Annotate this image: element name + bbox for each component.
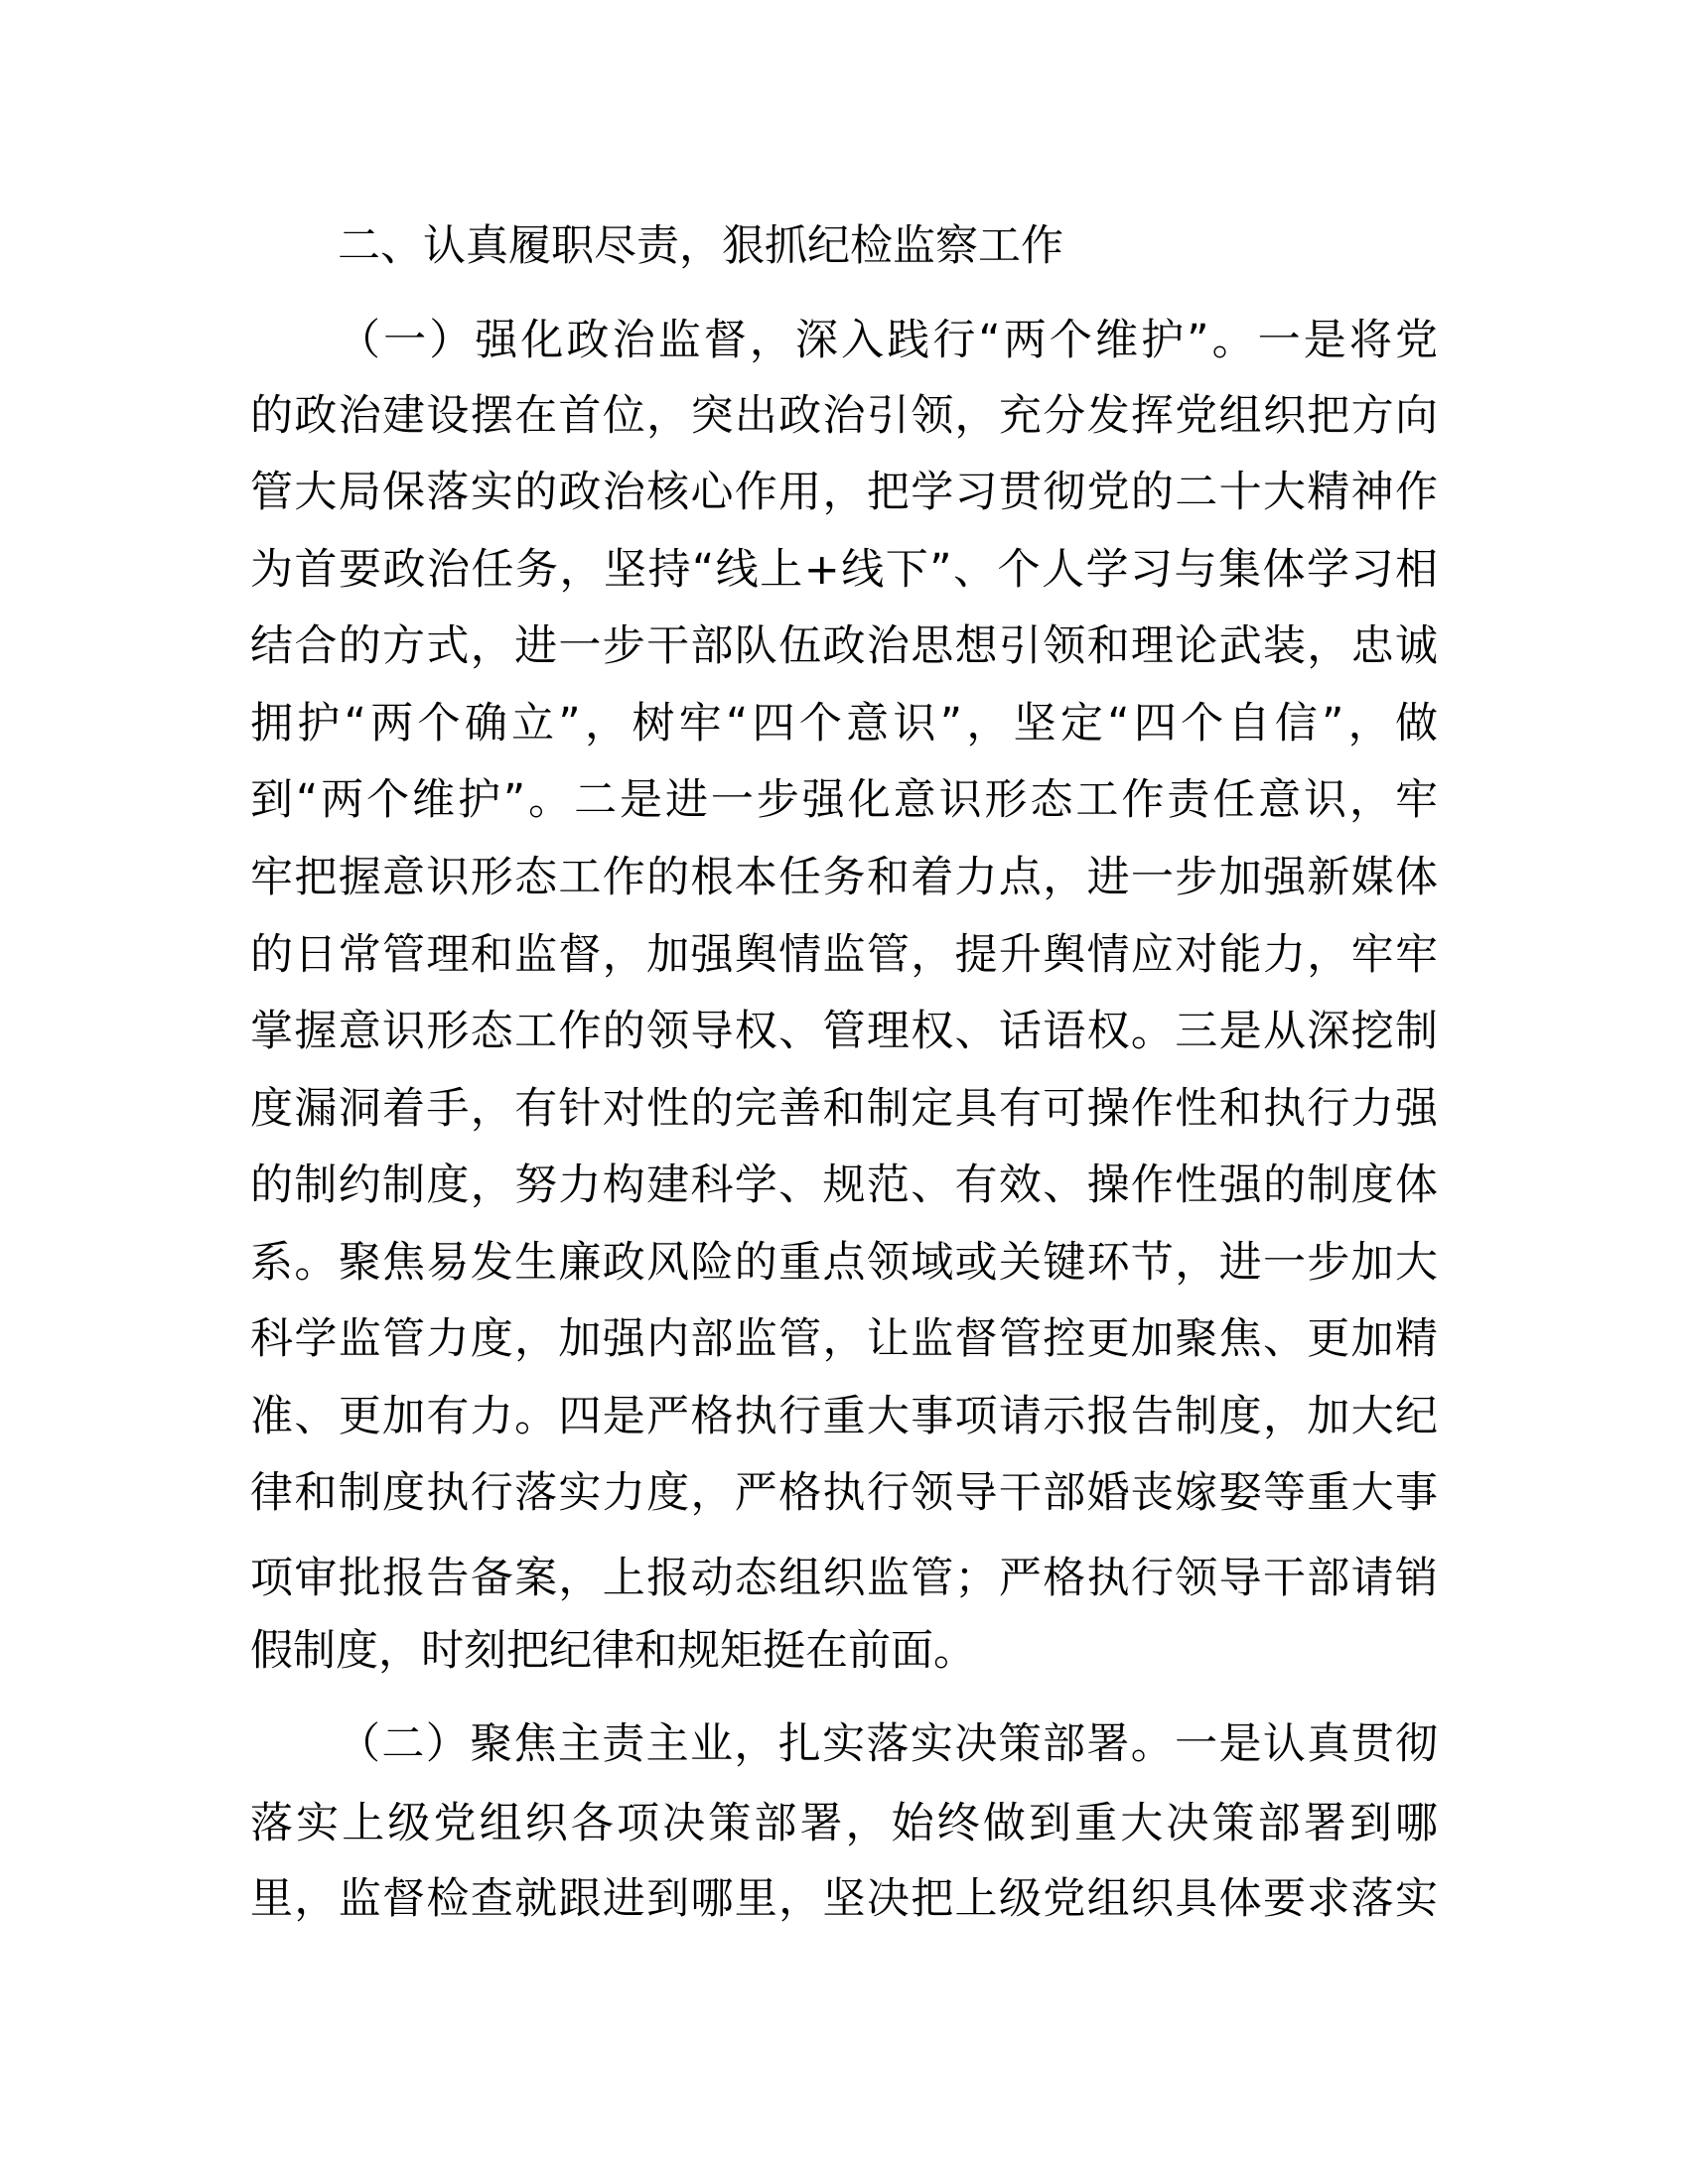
paragraph-line: 律和制度执行落实力度，严格执行领导干部婚丧嫁娶等重大事 [250, 1468, 1438, 1518]
paragraph-line: （一）强化政治监督，深入践行“两个维护”。一是将党 [338, 316, 1438, 365]
paragraph-line: 假制度，时刻把纪律和规矩挺在前面。 [250, 1626, 976, 1676]
paragraph-line: 拥护“两个确立”，树牢“四个意识”，坚定“四个自信”，做 [250, 699, 1438, 749]
paragraph-line: 准、更加有力。四是严格执行重大事项请示报告制度，加大纪 [250, 1392, 1438, 1441]
paragraph-line: 的制约制度，努力构建科学、规范、有效、操作性强的制度体 [250, 1160, 1438, 1210]
paragraph-line: 落实上级党组织各项决策部署，始终做到重大决策部署到哪 [250, 1799, 1438, 1848]
paragraph-line: （二）聚焦主责主业，扎实落实决策部署。一是认真贯彻 [338, 1719, 1438, 1769]
paragraph-line: 的政治建设摆在首位，突出政治引领，充分发挥党组织把方向 [250, 391, 1438, 441]
paragraph-line: 里，监督检查就跟进到哪里，坚决把上级党组织具体要求落实 [250, 1874, 1438, 1924]
paragraph-line: 项审批报告备案，上报动态组织监管；严格执行领导干部请销 [250, 1554, 1438, 1603]
paragraph-line: 系。聚焦易发生廉政风险的重点领域或关键环节，进一步加大 [250, 1238, 1438, 1288]
paragraph-line: 为首要政治任务，坚持“线上+线下”、个人学习与集体学习相 [250, 545, 1438, 595]
paragraph-line: 掌握意识形态工作的领导权、管理权、话语权。三是从深挖制 [250, 1007, 1438, 1056]
paragraph-line: 到“两个维护”。二是进一步强化意识形态工作责任意识，牢 [250, 775, 1438, 825]
paragraph-line: 科学监管力度，加强内部监管，让监督管控更加聚焦、更加精 [250, 1314, 1438, 1364]
paragraph-line: 的日常管理和监督，加强舆情监管，提升舆情应对能力，牢牢 [250, 930, 1438, 980]
paragraph-line: 度漏洞着手，有针对性的完善和制定具有可操作性和执行力强 [250, 1084, 1438, 1134]
paragraph-line: 牢把握意识形态工作的根本任务和着力点，进一步加强新媒体 [250, 853, 1438, 902]
paragraph-line: 管大局保落实的政治核心作用，把学习贯彻党的二十大精神作 [250, 468, 1438, 517]
section-heading: 二、认真履职尽责，狠抓纪检监察工作 [338, 221, 1063, 271]
paragraph-line: 结合的方式，进一步干部队伍政治思想引领和理论武装，忠诚 [250, 621, 1438, 671]
